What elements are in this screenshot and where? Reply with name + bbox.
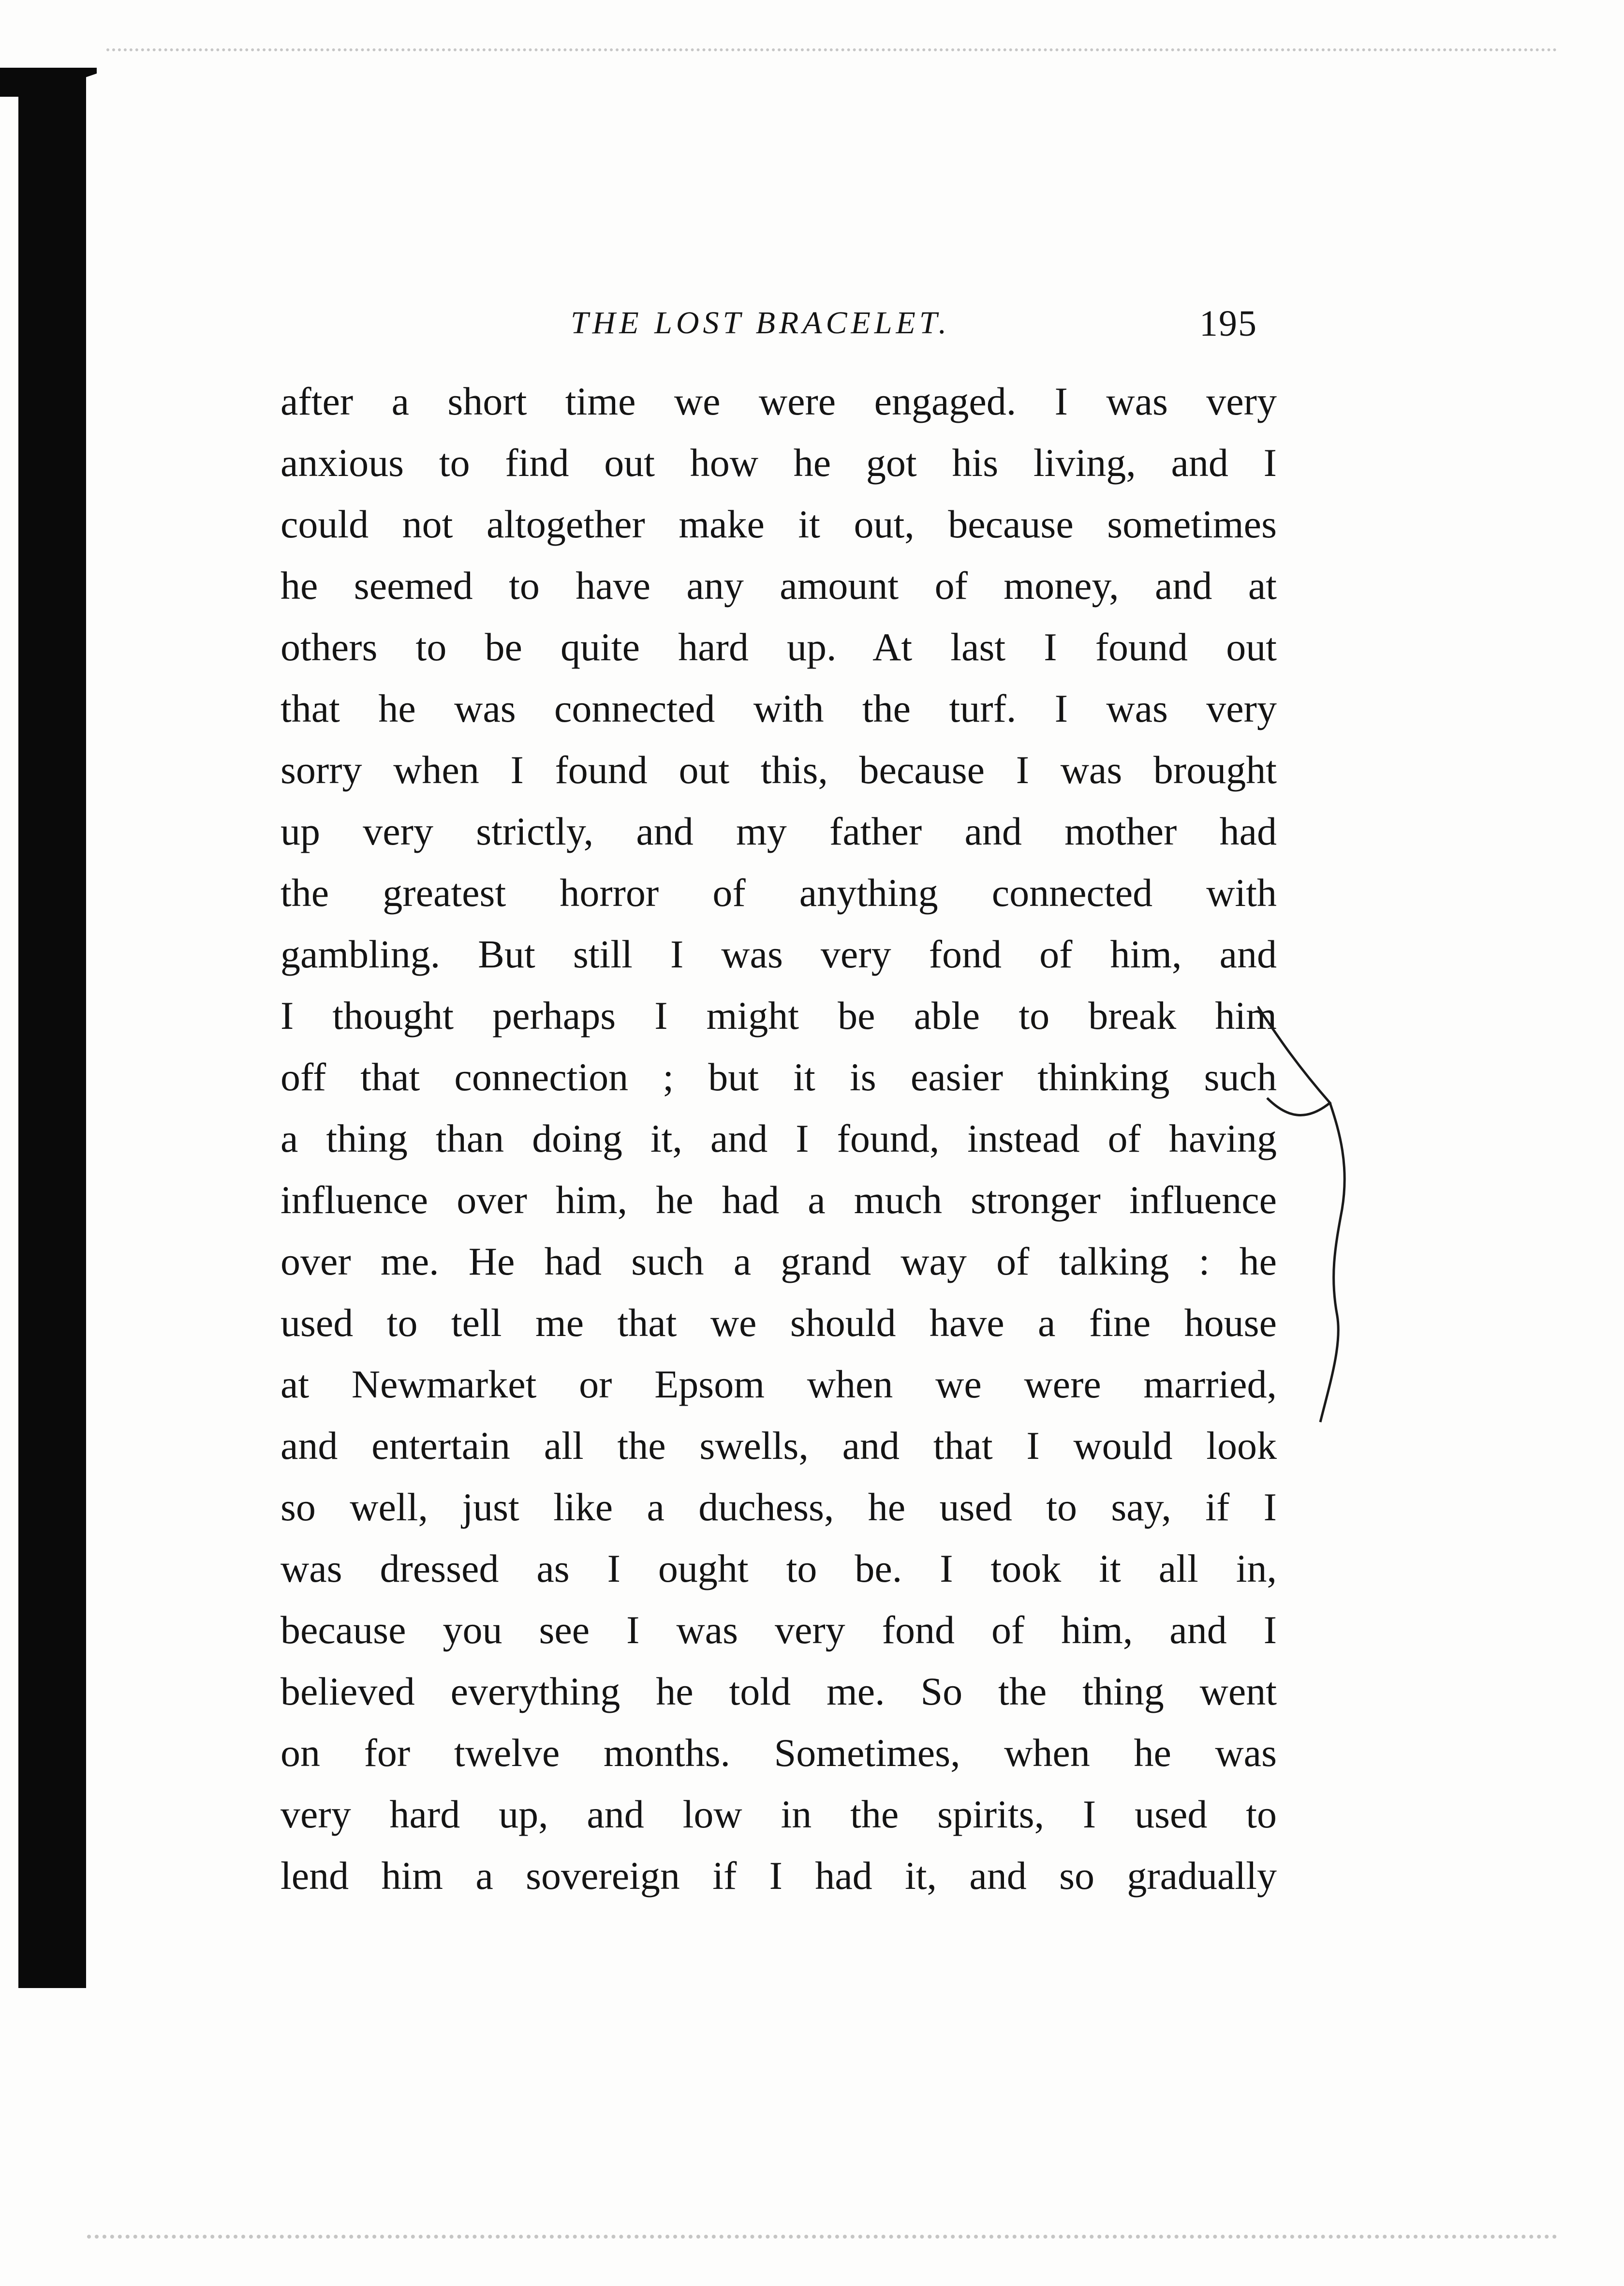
text-line: believed everything he told me. So the thing went [281,1669,1277,1713]
page-number: 195 [1199,303,1257,344]
page-fold-crease [1257,1006,1461,1432]
text-line: the greatest horror of anything connected with [281,871,1277,915]
top-margin-specks [106,48,1557,80]
text-line: others to be quite hard up. At last I found out [281,625,1277,669]
text-line: that he was connected with the turf. I was very [281,686,1277,730]
text-line: gambling. But still I was very fond of him, and [281,932,1277,976]
bottom-margin-specks [87,2235,1557,2258]
text-line: very hard up, and low in the spirits, I used to [281,1792,1277,1836]
text-line: influence over him, he had a much stronger influence [281,1178,1277,1222]
running-head [484,300,1257,358]
text-line: used to tell me that we should have a fine house [281,1301,1277,1345]
binding-edge [18,73,86,1988]
text-line: because you see I was very fond of him, and I [281,1608,1277,1652]
text-line: and entertain all the swells, and that I would look [281,1424,1277,1468]
text-line: after a short time we were engaged. I was very [281,379,1277,423]
text-line: lend him a sovereign if I had it, and so gradually [281,1854,1277,1898]
text-line: a thing than doing it, and I found, instead of having [281,1116,1277,1160]
body-text [281,377,1277,1949]
text-line: over me. He had such a grand way of talking : he [281,1239,1277,1283]
text-line: anxious to find out how he got his living, and I [281,441,1277,485]
text-line: on for twelve months. Sometimes, when he was [281,1731,1277,1775]
text-line: so well, just like a duchess, he used to say, if I [281,1485,1277,1529]
text-line: at Newmarket or Epsom when we were married, [281,1362,1277,1406]
text-line: up very strictly, and my father and mother had [281,809,1277,853]
text-line: could not altogether make it out, because sometimes [281,502,1277,546]
text-line: he seemed to have any amount of money, and at [281,564,1277,608]
text-line: sorry when I found out this, because I was brought [281,748,1277,792]
text-line: off that connection ; but it is easier thinking such [281,1055,1277,1099]
running-title: THE LOST BRACELET. [571,305,951,341]
text-line: I thought perhaps I might be able to break him [281,994,1277,1038]
text-line: was dressed as I ought to be. I took it all in, [281,1546,1277,1590]
